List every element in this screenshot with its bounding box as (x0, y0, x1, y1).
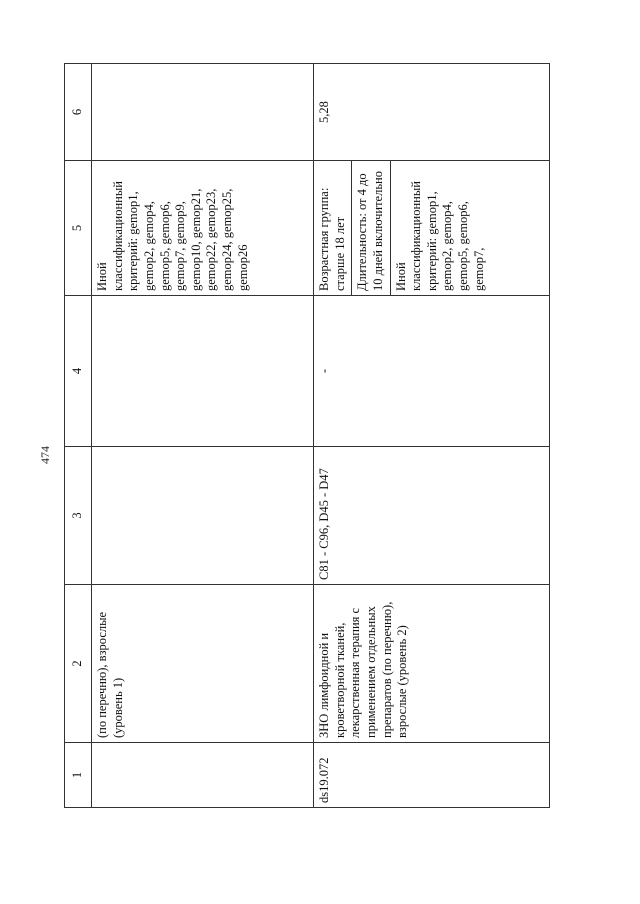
table-header-row (65, 64, 92, 808)
row1-criteria: Иной классификационный критерий: gemop1, gemop2, gemop4, gemop5, gemop6, gemop7, gemop9, gemop10, gemop21, gemop22, gemop23, gemop24, gemop25, gemop26 (92, 161, 314, 296)
page-number: 474 (37, 446, 52, 464)
row2-diagnosis: C81 - C96, D45 - D47 (314, 447, 550, 585)
table-row (92, 64, 314, 808)
row1-service (92, 296, 314, 447)
row1-coefficient (92, 64, 314, 161)
row2-criteria (314, 161, 550, 296)
criteria-other: Иной классификационный критерий: gemop1, gemop2, gemop4, gemop5, gemop6, gemop7, (393, 181, 486, 291)
row2-name: ЗНО лимфоидной и кроветворной тканей, лекарственная терапия с применением отдельных препаратов (по перечню), взрослые (уровень 2) (314, 585, 550, 743)
table-row (314, 64, 550, 808)
row2-code: ds19.072 (314, 743, 550, 808)
row1-code (92, 743, 314, 808)
tariff-table (64, 63, 550, 808)
row2-service: - (314, 296, 550, 447)
header-cell-1: 1 (65, 743, 92, 808)
rotated-table-sheet (64, 64, 546, 808)
row1-diagnosis (92, 447, 314, 585)
criteria-duration: Длительность: от 4 до 10 дней включительно (352, 161, 390, 295)
row1-name: (по перечню), взрослые (уровень 1) (92, 585, 314, 743)
header-cell-5: 5 (65, 161, 92, 296)
header-cell-6: 6 (65, 64, 92, 161)
header-cell-2: 2 (65, 585, 92, 743)
criteria-age-group: Возрастная группа: старше 18 лет (314, 161, 352, 295)
header-cell-3: 3 (65, 447, 92, 585)
row2-coefficient: 5,28 (314, 64, 550, 161)
header-cell-4: 4 (65, 296, 92, 447)
